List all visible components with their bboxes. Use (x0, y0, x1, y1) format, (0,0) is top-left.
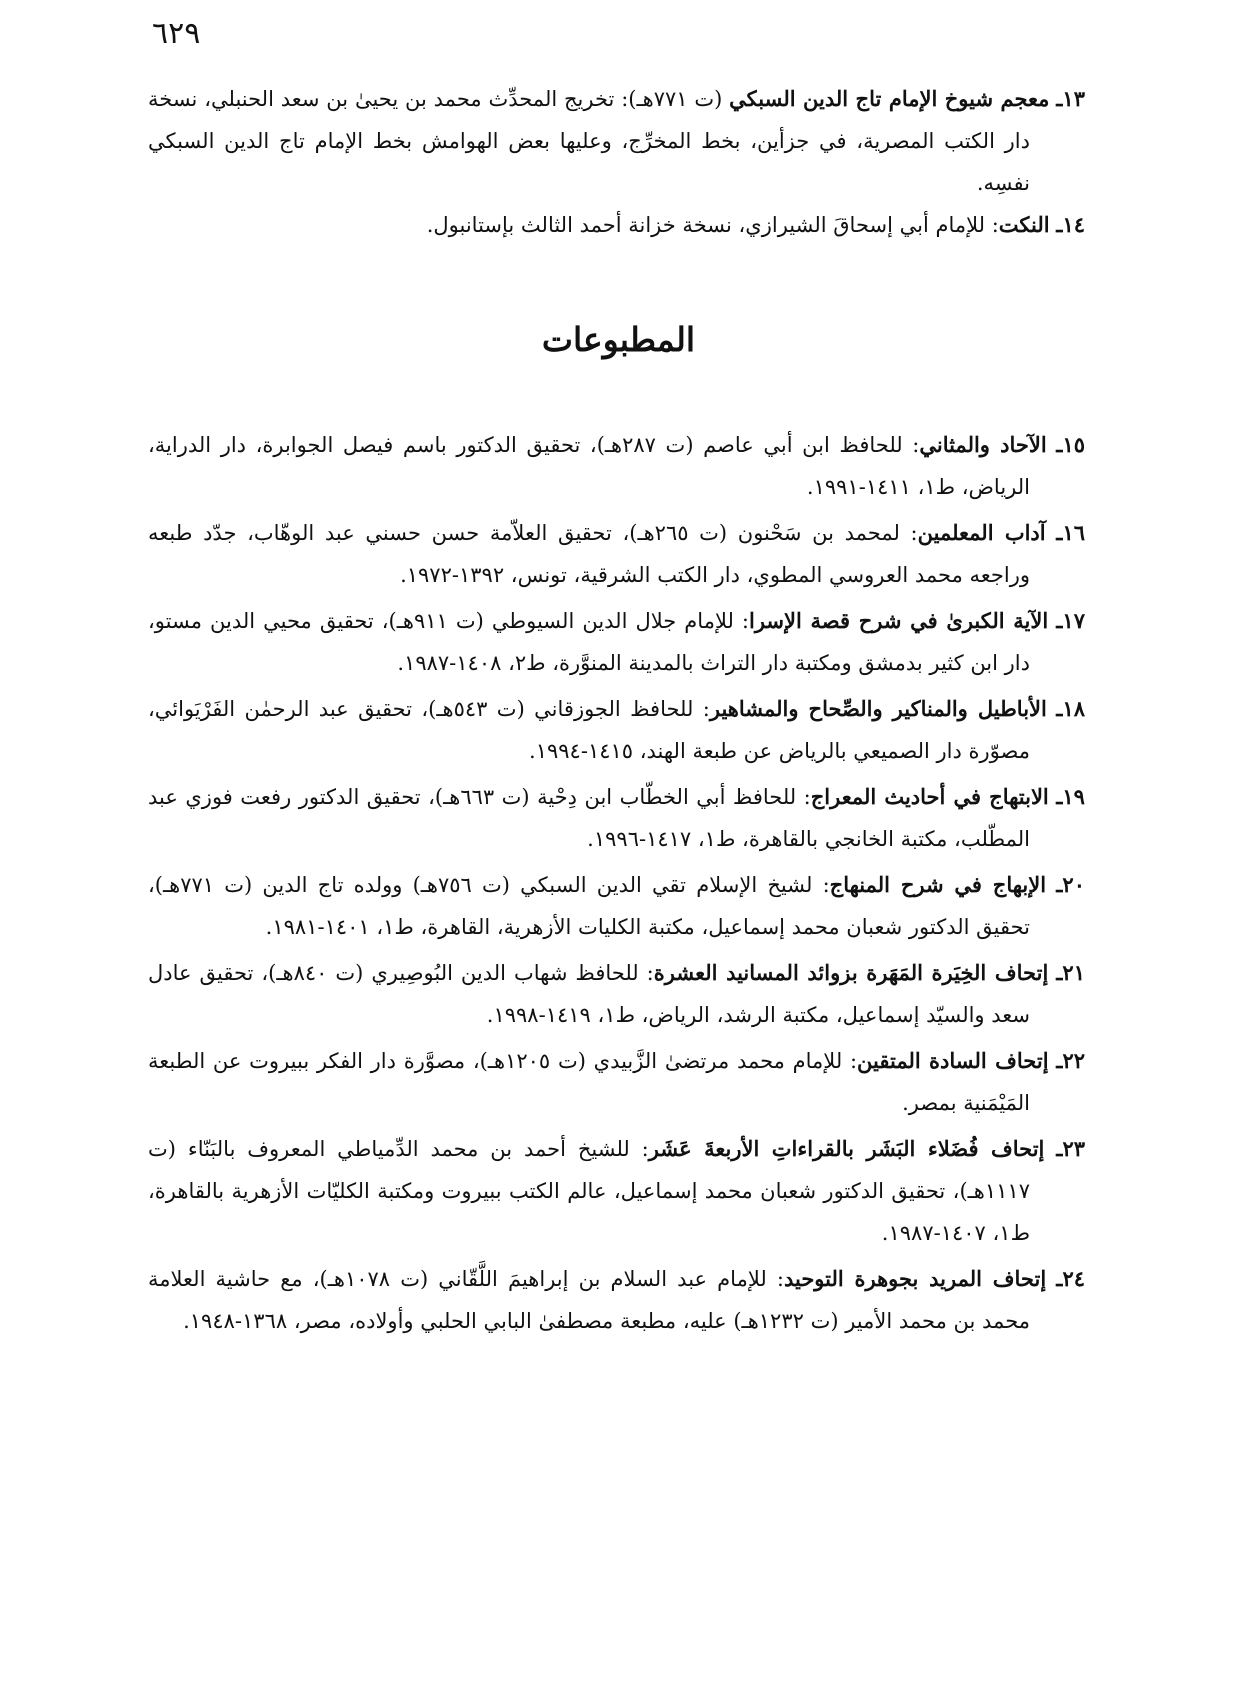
entry-details: (ت ٧٧١هـ): تخريج المحدِّث محمد بن يحيىٰ بن سعد الحنبلي، نسخة دار الكتب المصرية، في جزأين، بخط المخرِّج، وعليها بعض الهوامش بخط الإمام تاج الدين السبكي نفسِه. (148, 87, 1030, 195)
entry-details: : للإمام جلال الدين السيوطي (ت ٩١١هـ)، تحقيق محيي الدين مستو، دار ابن كثير بدمشق ومكتبة دار التراث بالمدينة المنوَّرة، ط٢، ١٤٠٨-١٩٨٧. (148, 609, 1030, 675)
entry-number: ١٧ـ (1056, 608, 1085, 633)
entry-number: ١٤ـ (1056, 212, 1085, 237)
entry-number: ٢٤ـ (1056, 1266, 1085, 1291)
entry-details: : للشيخ أحمد بن محمد الدِّمياطي المعروف بالبَنّاء (ت ١١١٧هـ)، تحقيق الدكتور شعبان محمد إسماعيل، عالم الكتب ببيروت ومكتبة الكليّات الأزهرية بالقاهرة، ط١، ١٤٠٧-١٩٨٧. (148, 1137, 1030, 1245)
entry-title: الإبهاج في شرح المنهاج (829, 872, 1047, 897)
entry-details: : للإمام محمد مرتضىٰ الزَّبيدي (ت ١٢٠٥هـ)، مصوَّرة دار الفكر ببيروت عن الطبعة المَيْمَنية بمصر. (148, 1049, 1030, 1115)
entry-title: النكت (998, 212, 1050, 237)
entry-number: ٢٠ـ (1056, 872, 1085, 897)
bibliography-entry (148, 1258, 1085, 1342)
bibliography-entry (148, 952, 1085, 1036)
entry-title: إتحاف الخِيَرة المَهَرة بزوائد المسانيد العشرة (653, 960, 1049, 985)
entry-title: الآحاد والمثاني (919, 432, 1047, 457)
printed-works-list (148, 424, 1085, 1342)
entry-details: : للحافظ الجوزقاني (ت ٥٤٣هـ)، تحقيق عبد الرحمٰن الفَرْيَوائي، مصوّرة دار الصميعي بالرياض عن طبعة الهند، ١٤١٥-١٩٩٤. (148, 697, 1030, 763)
bibliography-entry (148, 600, 1085, 684)
page-number: ٦٢٩ (152, 16, 201, 51)
entry-details: : للحافظ أبي الخطّاب ابن دِحْية (ت ٦٦٣هـ)، تحقيق الدكتور رفعت فوزي عبد المطّلب، مكتبة الخانجي بالقاهرة، ط١، ١٤١٧-١٩٩٦. (148, 785, 1030, 851)
entry-details: : لشيخ الإسلام تقي الدين السبكي (ت ٧٥٦هـ) وولده تاج الدين (ت ٧٧١هـ)، تحقيق الدكتور شعبان محمد إسماعيل، مكتبة الكليات الأزهرية، القاهرة، ط١، ١٤٠١-١٩٨١. (148, 873, 1030, 939)
bibliography-entry (148, 424, 1085, 508)
entry-number: ١٣ـ (1056, 86, 1085, 111)
entry-number: ١٥ـ (1056, 432, 1085, 457)
bibliography-entry (148, 512, 1085, 596)
bibliography-entry (148, 864, 1085, 948)
entry-details: : للإمام عبد السلام بن إبراهيمَ اللَّقّاني (ت ١٠٧٨هـ)، مع حاشية العلامة محمد بن محمد الأمير (ت ١٢٣٢هـ) عليه، مطبعة مصطفىٰ البابي الحلبي وأولاده، مصر، ١٣٦٨-١٩٤٨. (148, 1267, 1030, 1333)
entry-title: الابتهاج في أحاديث المعراج (810, 784, 1049, 809)
section-heading: المطبوعات (541, 320, 696, 359)
bibliography-entry (148, 204, 1085, 246)
entry-title: إتحاف السادة المتقين (857, 1048, 1049, 1073)
entry-number: ١٨ـ (1056, 696, 1085, 721)
entry-title: إتحاف المريد بجوهرة التوحيد (783, 1266, 1047, 1291)
entry-number: ٢١ـ (1056, 960, 1085, 985)
entry-number: ١٦ـ (1056, 520, 1085, 545)
entry-title: معجم شيوخ الإمام تاج الدين السبكي (729, 86, 1050, 111)
entry-title: الآية الكبرىٰ في شرح قصة الإسرا (749, 608, 1049, 633)
bibliography-entry (148, 776, 1085, 860)
bibliography-entry (148, 78, 1085, 204)
bibliography-entry (148, 1128, 1085, 1254)
entry-title: آداب المعلمين (917, 520, 1046, 545)
entry-title: الأباطيل والمناكير والصِّحاح والمشاهير (709, 696, 1047, 721)
bibliography-entry (148, 1040, 1085, 1124)
entry-number: ١٩ـ (1056, 784, 1085, 809)
entry-details: : لمحمد بن سَحْنون (ت ٢٦٥هـ)، تحقيق العلاّمة حسن حسني عبد الوهّاب، جدّد طبعه وراجعه محمد العروسي المطوي، دار الكتب الشرقية، تونس، ١٣٩٢-١٩٧٢. (148, 521, 1030, 587)
manuscripts-list-continued (148, 78, 1085, 246)
entry-number: ٢٣ـ (1056, 1136, 1085, 1161)
entry-number: ٢٢ـ (1056, 1048, 1085, 1073)
entry-details: : للحافظ ابن أبي عاصم (ت ٢٨٧هـ)، تحقيق الدكتور باسم فيصل الجوابرة، دار الدراية، الرياض، ط١، ١٤١١-١٩٩١. (148, 433, 1030, 499)
entry-details: : للحافظ شهاب الدين البُوصِيري (ت ٨٤٠هـ)، تحقيق عادل سعد والسيّد إسماعيل، مكتبة الرشد، الرياض، ط١، ١٤١٩-١٩٩٨. (148, 961, 1030, 1027)
entry-title: إتحاف فُضَلاء البَشَر بالقراءاتِ الأربعةَ عَشَر (648, 1136, 1045, 1161)
bibliography-entry (148, 688, 1085, 772)
entry-details: : للإمام أبي إسحاقَ الشيرازي، نسخة خزانة أحمد الثالث بإستانبول. (426, 213, 999, 237)
